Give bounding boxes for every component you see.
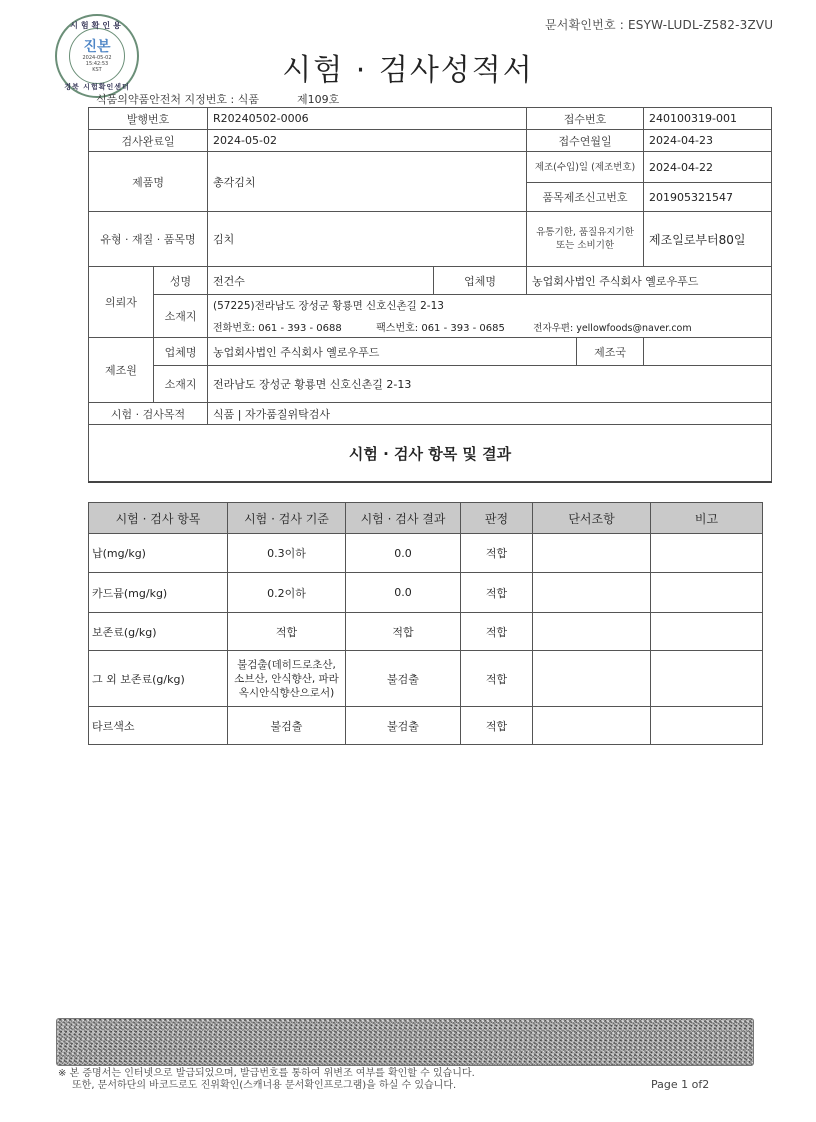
col-header-judgement: 판정 bbox=[461, 503, 533, 534]
inspection-complete-value: 2024-05-02 bbox=[208, 130, 527, 152]
row-judgement: 적합 bbox=[461, 707, 533, 745]
row-proviso bbox=[533, 651, 651, 707]
row-judgement: 적합 bbox=[461, 573, 533, 613]
client-company-label: 업체명 bbox=[434, 267, 527, 295]
row-proviso bbox=[533, 613, 651, 651]
stamp-ring-top-text: 시험확인용 bbox=[70, 21, 124, 30]
type-material-value: 김치 bbox=[208, 212, 527, 267]
row-remark bbox=[651, 707, 763, 745]
row-item: 카드뮴(mg/kg) bbox=[89, 573, 228, 613]
client-fax: 팩스번호: 061 - 393 - 0685 bbox=[376, 322, 505, 334]
row-item: 그 외 보존료(g/kg) bbox=[89, 651, 228, 707]
manufacturer-country-label: 제조국 bbox=[577, 338, 644, 366]
row-proviso bbox=[533, 573, 651, 613]
page-title: 시험 · 검사성적서 bbox=[282, 53, 534, 88]
page-number: Page 1 of2 bbox=[651, 1078, 710, 1091]
row-item: 납(mg/kg) bbox=[89, 534, 228, 573]
expiry-label bbox=[527, 212, 644, 267]
row-standard: 적합 bbox=[228, 613, 346, 651]
table-row bbox=[89, 534, 763, 573]
footer-notice-line2: 또한, 문서하단의 바코드로도 진위확인(스캐너용 문서확인프로그램)을 하실 수 있습니다. bbox=[72, 1080, 457, 1091]
manufacture-date-value: 2024-04-22 bbox=[644, 152, 772, 183]
table-row bbox=[89, 573, 763, 613]
row-remark bbox=[651, 573, 763, 613]
receipt-number-label: 접수번호 bbox=[527, 108, 644, 130]
product-name-value: 총각김치 bbox=[208, 152, 527, 212]
col-header-remark: 비고 bbox=[651, 503, 763, 534]
row-remark bbox=[651, 534, 763, 573]
stamp-ring-bottom-text: 경북 시험확인센터 bbox=[64, 83, 130, 91]
product-name-label: 제품명 bbox=[89, 152, 208, 212]
row-result: 적합 bbox=[346, 613, 461, 651]
client-address-label: 소재지 bbox=[154, 295, 208, 338]
row-judgement: 적합 bbox=[461, 651, 533, 707]
receipt-date-label: 접수연월일 bbox=[527, 130, 644, 152]
stamp-time: 15:42:53 bbox=[85, 60, 109, 67]
stamp-code: KST bbox=[92, 66, 102, 73]
client-name-label: 성명 bbox=[154, 267, 208, 295]
expiry-label-line1: 유통기한, 품질유지기한 bbox=[536, 227, 634, 238]
row-result: 불검출 bbox=[346, 651, 461, 707]
row-result: 0.0 bbox=[346, 573, 461, 613]
row-standard: 0.2이하 bbox=[228, 573, 346, 613]
designation-label: 식품의약품안전처 지정번호 : 식품 bbox=[96, 93, 259, 106]
client-address-value: (57225)전라남도 장성군 황룡면 신호신촌길 2-13 bbox=[208, 295, 772, 316]
table-row bbox=[89, 613, 763, 651]
client-label: 의뢰자 bbox=[89, 267, 154, 338]
client-company-value: 농업회사법인 주식회사 옐로우푸드 bbox=[527, 267, 772, 295]
designation-number: 제109호 bbox=[296, 93, 340, 106]
receipt-number-value: 240100319-001 bbox=[644, 108, 772, 130]
row-proviso bbox=[533, 534, 651, 573]
item-report-number-value: 201905321547 bbox=[644, 183, 772, 212]
verification-barcode bbox=[56, 1018, 754, 1066]
manufacturer-address-label: 소재지 bbox=[154, 366, 208, 403]
row-judgement: 적합 bbox=[461, 613, 533, 651]
row-remark bbox=[651, 613, 763, 651]
purpose-value: 식품 | 자가품질위탁검사 bbox=[208, 403, 772, 425]
row-proviso bbox=[533, 707, 651, 745]
results-section-title: 시험 · 검사 항목 및 결과 bbox=[89, 425, 772, 483]
client-email: 전자우편: yellowfoods@naver.com bbox=[533, 322, 692, 334]
footer-notice-line1: ※ 본 증명서는 인터넷으로 발급되었으며, 발급번호를 통하여 위변조 여부를 확인할 수 있습니다. bbox=[58, 1068, 475, 1079]
manufacture-date-label: 제조(수입)일 (제조번호) bbox=[527, 152, 644, 183]
manufacturer-company-value: 농업회사법인 주식회사 옐로우푸드 bbox=[208, 338, 577, 366]
footer-notice bbox=[58, 1068, 475, 1092]
row-standard: 0.3이하 bbox=[228, 534, 346, 573]
item-report-number-label: 품목제조신고번호 bbox=[527, 183, 644, 212]
issue-number-label: 발행번호 bbox=[89, 108, 208, 130]
document-confirmation-number: 문서확인번호 : ESYW-LUDL-Z582-3ZVU bbox=[545, 18, 774, 32]
row-remark bbox=[651, 651, 763, 707]
row-result: 0.0 bbox=[346, 534, 461, 573]
purpose-label: 시험 · 검사목적 bbox=[89, 403, 208, 425]
expiry-value: 제조일로부터80일 bbox=[644, 212, 772, 267]
stamp-main-text: 진본 bbox=[83, 38, 111, 55]
receipt-date-value: 2024-04-23 bbox=[644, 130, 772, 152]
manufacturer-address-value: 전라남도 장성군 황룡면 신호신촌길 2-13 bbox=[208, 366, 772, 403]
inspection-complete-label: 검사완료일 bbox=[89, 130, 208, 152]
expiry-label-line2: 또는 소비기한 bbox=[555, 240, 615, 251]
row-standard: 불검출(데히드로초산, 소브산, 안식향산, 파라옥시안식향산으로서) bbox=[228, 651, 346, 707]
row-judgement: 적합 bbox=[461, 534, 533, 573]
row-item: 보존료(g/kg) bbox=[89, 613, 228, 651]
certificate-info-table bbox=[88, 107, 772, 483]
row-standard: 불검출 bbox=[228, 707, 346, 745]
manufacturer-country-value bbox=[644, 338, 772, 366]
manufacturer-company-label: 업체명 bbox=[154, 338, 208, 366]
manufacturer-label: 제조원 bbox=[89, 338, 154, 403]
client-phone: 전화번호: 061 - 393 - 0688 bbox=[213, 322, 342, 334]
col-header-standard: 시험 · 검사 기준 bbox=[228, 503, 346, 534]
col-header-proviso: 단서조항 bbox=[533, 503, 651, 534]
col-header-item: 시험 · 검사 항목 bbox=[89, 503, 228, 534]
results-table bbox=[88, 502, 763, 745]
table-row bbox=[89, 651, 763, 707]
row-result: 불검출 bbox=[346, 707, 461, 745]
row-item: 타르색소 bbox=[89, 707, 228, 745]
col-header-result: 시험 · 검사 결과 bbox=[346, 503, 461, 534]
designation-line bbox=[96, 91, 339, 107]
table-row bbox=[89, 707, 763, 745]
client-name-value: 전건수 bbox=[208, 267, 434, 295]
results-header-row bbox=[89, 503, 763, 534]
stamp-date: 2024-05-02 bbox=[82, 54, 112, 61]
type-material-label: 유형 · 재질 · 품목명 bbox=[89, 212, 208, 267]
client-contact-line bbox=[208, 315, 772, 338]
issue-number-value: R20240502-0006 bbox=[208, 108, 527, 130]
